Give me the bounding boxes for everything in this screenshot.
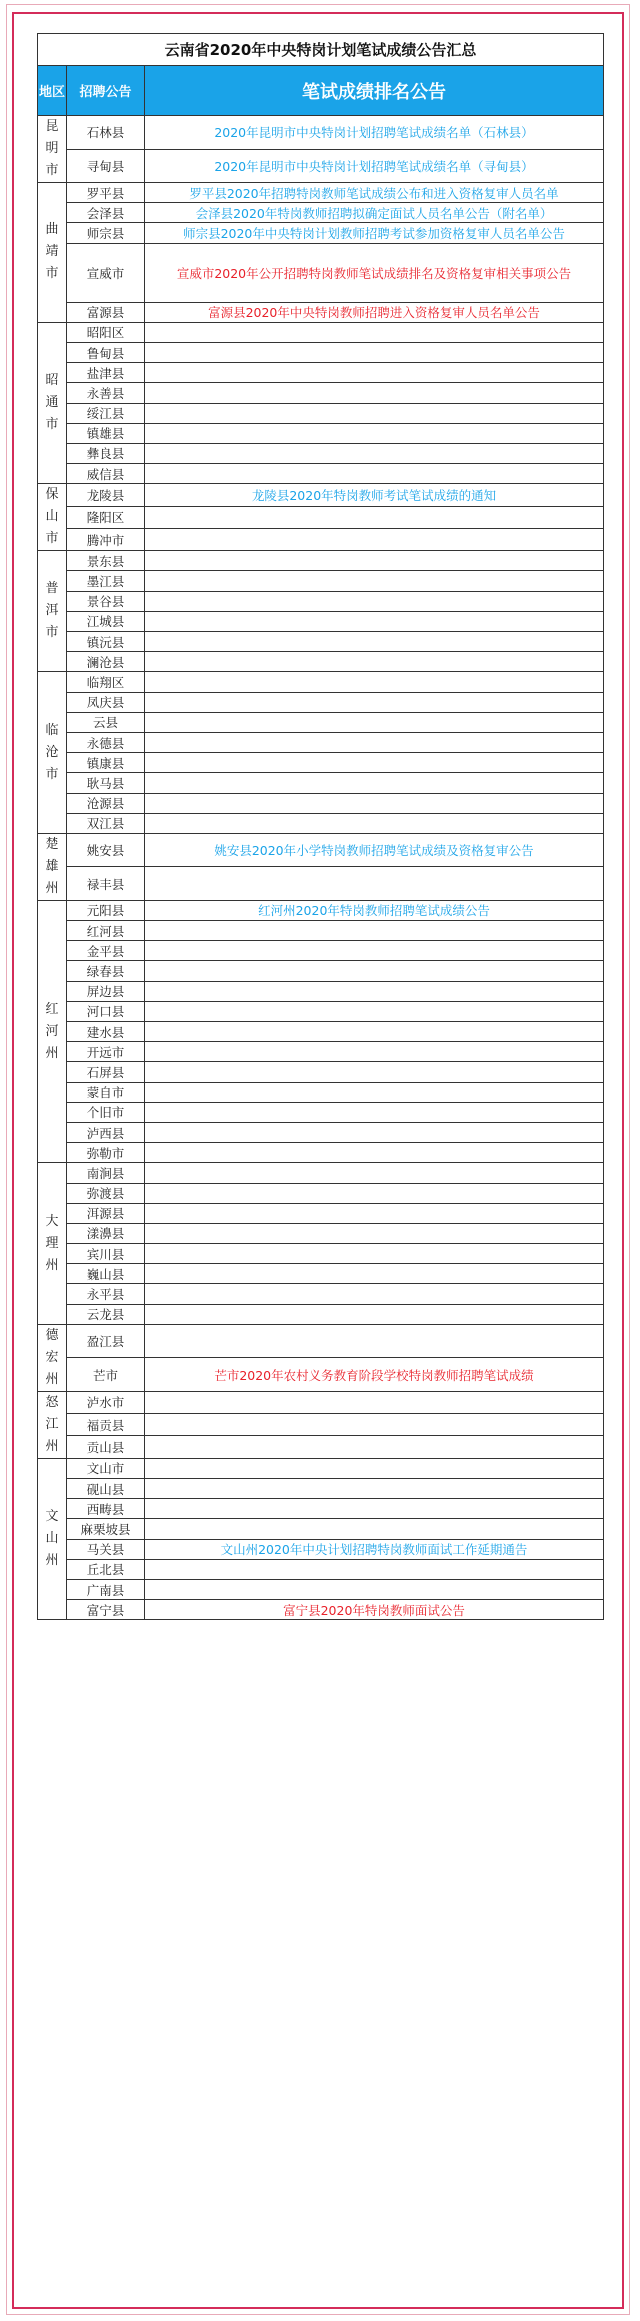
county-name: 盐津县 <box>67 363 145 383</box>
county-name: 河口县 <box>67 1001 145 1021</box>
notice-cell <box>145 773 604 793</box>
county-name: 芒市 <box>67 1358 145 1392</box>
county-name: 泸水市 <box>67 1391 145 1413</box>
table-row <box>38 1414 604 1436</box>
notice-cell <box>145 1304 604 1324</box>
county-name: 富源县 <box>67 302 145 322</box>
city-name-char: 理 <box>45 1235 59 1251</box>
county-name: 富宁县 <box>67 1600 145 1620</box>
county-name: 巍山县 <box>67 1264 145 1284</box>
notice-cell <box>145 1358 604 1392</box>
table-row <box>38 611 604 631</box>
header-region: 地区 <box>38 66 67 116</box>
county-name: 墨江县 <box>67 571 145 591</box>
county-name: 昭阳区 <box>67 322 145 342</box>
table-row <box>38 1600 604 1620</box>
notice-cell <box>145 1324 604 1358</box>
county-name: 威信县 <box>67 464 145 484</box>
header-row <box>38 66 604 116</box>
notice-cell <box>145 1391 604 1413</box>
county-name: 盈江县 <box>67 1324 145 1358</box>
table-row <box>38 921 604 941</box>
notice-cell <box>145 1519 604 1539</box>
county-name: 红河县 <box>67 921 145 941</box>
notice-cell <box>145 652 604 672</box>
county-name: 鲁甸县 <box>67 342 145 362</box>
city-name-char: 文 <box>45 1509 59 1525</box>
table-row <box>38 1062 604 1082</box>
county-name: 禄丰县 <box>67 867 145 901</box>
city-cell <box>38 183 67 323</box>
table-row <box>38 1143 604 1163</box>
county-name: 云龙县 <box>67 1304 145 1324</box>
county-name: 临翔区 <box>67 672 145 692</box>
notice-cell <box>145 203 604 223</box>
county-name: 镇沅县 <box>67 632 145 652</box>
notice-cell <box>145 833 604 867</box>
city-name-char: 市 <box>45 625 59 641</box>
results-table <box>37 33 604 1620</box>
county-name: 元阳县 <box>67 900 145 920</box>
county-name: 泸西县 <box>67 1122 145 1142</box>
county-name: 宣威市 <box>67 243 145 302</box>
notice-cell <box>145 591 604 611</box>
city-name-char: 红 <box>45 1001 59 1017</box>
city-name-char: 靖 <box>45 244 59 260</box>
table-row <box>38 1479 604 1499</box>
notice-cell <box>145 1458 604 1478</box>
county-name: 贡山县 <box>67 1436 145 1458</box>
table-row <box>38 692 604 712</box>
city-name-char: 洱 <box>45 603 59 619</box>
city-name-char: 明 <box>45 141 59 156</box>
table-row <box>38 302 604 322</box>
county-name: 姚安县 <box>67 833 145 867</box>
county-name: 会泽县 <box>67 203 145 223</box>
notice-cell <box>145 1163 604 1183</box>
county-name: 南涧县 <box>67 1163 145 1183</box>
notice-cell <box>145 672 604 692</box>
county-name: 洱源县 <box>67 1203 145 1223</box>
county-name: 双江县 <box>67 813 145 833</box>
city-name-char: 曲 <box>45 222 59 238</box>
notice-link[interactable]: 会泽县2020年特岗教师招聘拟确定面试人员名单公告（附名单） <box>195 205 553 221</box>
table-row <box>38 551 604 571</box>
city-name-char: 州 <box>45 1553 59 1569</box>
county-name: 建水县 <box>67 1022 145 1042</box>
city-name-char: 河 <box>45 1023 59 1039</box>
county-name: 永德县 <box>67 732 145 752</box>
county-name: 福贡县 <box>67 1414 145 1436</box>
table-row <box>38 833 604 867</box>
county-name: 宾川县 <box>67 1244 145 1264</box>
notice-cell <box>145 941 604 961</box>
notice-cell <box>145 1203 604 1223</box>
notice-link[interactable]: 红河州2020年特岗教师招聘笔试成绩公告 <box>258 903 490 919</box>
notice-cell <box>145 1479 604 1499</box>
notice-link[interactable]: 富宁县2020年特岗教师面试公告 <box>283 1602 465 1618</box>
table-row <box>38 1358 604 1392</box>
table-row <box>38 1022 604 1042</box>
table-row <box>38 591 604 611</box>
county-name: 蒙自市 <box>67 1082 145 1102</box>
city-name-char: 昆 <box>45 119 59 134</box>
city-name-char: 山 <box>45 509 59 525</box>
county-name: 弥渡县 <box>67 1183 145 1203</box>
table-row <box>38 464 604 484</box>
city-name-char: 市 <box>45 531 59 547</box>
notice-cell <box>145 464 604 484</box>
county-name: 漾濞县 <box>67 1223 145 1243</box>
county-name: 石林县 <box>67 116 145 150</box>
table-row <box>38 1264 604 1284</box>
table-row <box>38 1458 604 1478</box>
notice-cell <box>145 961 604 981</box>
table-row <box>38 1324 604 1358</box>
table-row <box>38 506 604 528</box>
city-cell <box>38 1391 67 1458</box>
notice-cell <box>145 1264 604 1284</box>
city-name-char: 市 <box>45 266 59 282</box>
notice-cell <box>145 1001 604 1021</box>
city-cell <box>38 1458 67 1620</box>
notice-cell <box>145 712 604 732</box>
notice-cell <box>145 342 604 362</box>
table-row <box>38 243 604 302</box>
table-row <box>38 1579 604 1599</box>
notice-cell <box>145 1022 604 1042</box>
table-row <box>38 652 604 672</box>
table-row <box>38 1102 604 1122</box>
notice-link[interactable]: 龙陵县2020年特岗教师考试笔试成绩的通知 <box>251 487 497 503</box>
city-name-char: 州 <box>45 1257 59 1273</box>
table-row <box>38 1304 604 1324</box>
city-name-char: 市 <box>45 766 59 782</box>
table-row <box>38 1436 604 1458</box>
city-name-char: 州 <box>45 1371 59 1387</box>
county-name: 个旧市 <box>67 1102 145 1122</box>
county-name: 弥勒市 <box>67 1143 145 1163</box>
title-row <box>38 34 604 66</box>
notice-cell <box>145 149 604 183</box>
notice-cell <box>145 1539 604 1559</box>
notice-cell <box>145 1062 604 1082</box>
county-name: 石屏县 <box>67 1062 145 1082</box>
county-name: 景东县 <box>67 551 145 571</box>
notice-cell <box>145 813 604 833</box>
county-name: 罗平县 <box>67 183 145 203</box>
notice-cell <box>145 443 604 463</box>
table-row <box>38 867 604 901</box>
notice-cell <box>145 611 604 631</box>
notice-cell <box>145 1436 604 1458</box>
table-row <box>38 403 604 423</box>
city-cell <box>38 551 67 672</box>
table-row <box>38 732 604 752</box>
notice-link[interactable]: 2020年昆明市中央特岗计划招聘笔试成绩名单（寻甸县） <box>214 158 534 174</box>
table-row <box>38 900 604 920</box>
city-name-char: 大 <box>45 1213 59 1229</box>
notice-cell <box>145 183 604 203</box>
table-row <box>38 981 604 1001</box>
county-name: 腾冲市 <box>67 528 145 550</box>
table-row <box>38 1122 604 1142</box>
notice-cell <box>145 302 604 322</box>
city-cell <box>38 1324 67 1391</box>
county-name: 马关县 <box>67 1539 145 1559</box>
notice-cell <box>145 383 604 403</box>
notice-link[interactable]: 宣威市2020年公开招聘特岗教师笔试成绩排名及资格复审相关事项公告 <box>176 265 572 281</box>
notice-cell <box>145 1143 604 1163</box>
city-name-char: 市 <box>45 417 59 432</box>
notice-cell <box>145 1284 604 1304</box>
county-name: 砚山县 <box>67 1479 145 1499</box>
city-cell <box>38 833 67 900</box>
table-row <box>38 1001 604 1021</box>
table-row <box>38 793 604 813</box>
county-name: 隆阳区 <box>67 506 145 528</box>
county-name: 龙陵县 <box>67 484 145 506</box>
notice-cell <box>145 243 604 302</box>
county-name: 耿马县 <box>67 773 145 793</box>
table-row <box>38 203 604 223</box>
county-name: 丘北县 <box>67 1559 145 1579</box>
notice-cell <box>145 506 604 528</box>
notice-cell <box>145 1579 604 1599</box>
table-row <box>38 571 604 591</box>
county-name: 镇雄县 <box>67 423 145 443</box>
county-name: 西畴县 <box>67 1499 145 1519</box>
table-row <box>38 1183 604 1203</box>
county-name: 永平县 <box>67 1284 145 1304</box>
county-name: 寻甸县 <box>67 149 145 183</box>
city-name-char: 州 <box>45 880 59 896</box>
city-name-char: 山 <box>45 1531 59 1547</box>
notice-cell <box>145 1102 604 1122</box>
county-name: 屏边县 <box>67 981 145 1001</box>
notice-cell <box>145 1042 604 1062</box>
table-row <box>38 1203 604 1223</box>
county-name: 文山市 <box>67 1458 145 1478</box>
table-row <box>38 672 604 692</box>
county-name: 绥江县 <box>67 403 145 423</box>
city-name-char: 楚 <box>45 836 59 852</box>
notice-link[interactable]: 罗平县2020年招聘特岗教师笔试成绩公布和进入资格复审人员名单 <box>189 185 559 201</box>
notice-cell <box>145 551 604 571</box>
table-row <box>38 363 604 383</box>
city-cell <box>38 1163 67 1325</box>
table-row <box>38 1082 604 1102</box>
notice-cell <box>145 900 604 920</box>
table-row <box>38 423 604 443</box>
city-name-char: 德 <box>45 1327 59 1343</box>
table-row <box>38 223 604 243</box>
city-name-char: 州 <box>45 1045 59 1061</box>
table-row <box>38 484 604 506</box>
city-name-char: 宏 <box>45 1349 59 1365</box>
notice-cell <box>145 867 604 901</box>
county-name: 永善县 <box>67 383 145 403</box>
county-name: 师宗县 <box>67 223 145 243</box>
notice-cell <box>145 528 604 550</box>
notice-cell <box>145 981 604 1001</box>
notice-cell <box>145 1414 604 1436</box>
county-name: 广南县 <box>67 1579 145 1599</box>
notice-cell <box>145 403 604 423</box>
city-name-char: 临 <box>45 722 59 738</box>
notice-link[interactable]: 姚安县2020年小学特岗教师招聘笔试成绩及资格复审公告 <box>214 843 534 859</box>
county-name: 云县 <box>67 712 145 732</box>
table-row <box>38 1163 604 1183</box>
county-name: 景谷县 <box>67 591 145 611</box>
notice-link[interactable]: 2020年昆明市中央特岗计划招聘笔试成绩名单（石林县） <box>214 125 534 141</box>
table-row <box>38 383 604 403</box>
county-name: 凤庆县 <box>67 692 145 712</box>
header-county: 招聘公告 <box>67 66 145 116</box>
header-notice: 笔试成绩排名公告 <box>145 66 604 116</box>
notice-link[interactable]: 富源县2020年中央特岗教师招聘进入资格复审人员名单公告 <box>208 305 540 321</box>
notice-link[interactable]: 文山州2020年中央计划招聘特岗教师面试工作延期通告 <box>220 1542 528 1558</box>
county-name: 金平县 <box>67 941 145 961</box>
county-name: 镇康县 <box>67 753 145 773</box>
city-name-char: 雄 <box>45 858 59 874</box>
notice-cell <box>145 571 604 591</box>
county-name: 麻栗坡县 <box>67 1519 145 1539</box>
notice-cell <box>145 793 604 813</box>
city-name-char: 市 <box>45 163 59 178</box>
county-name: 绿春县 <box>67 961 145 981</box>
table-row <box>38 1042 604 1062</box>
city-name-char: 昭 <box>45 373 59 388</box>
notice-cell <box>145 1122 604 1142</box>
notice-cell <box>145 484 604 506</box>
table-row <box>38 1244 604 1264</box>
table-row <box>38 813 604 833</box>
table-row <box>38 1284 604 1304</box>
city-cell <box>38 672 67 834</box>
table-row <box>38 322 604 342</box>
county-name: 澜沧县 <box>67 652 145 672</box>
notice-cell <box>145 1600 604 1620</box>
notice-cell <box>145 632 604 652</box>
table-row <box>38 1223 604 1243</box>
notice-cell <box>145 1082 604 1102</box>
city-name-char: 通 <box>45 395 59 410</box>
table-row <box>38 149 604 183</box>
table-row <box>38 1499 604 1519</box>
table-row <box>38 183 604 203</box>
table-row <box>38 1539 604 1559</box>
table-row <box>38 528 604 550</box>
table-row <box>38 753 604 773</box>
table-row <box>38 116 604 150</box>
city-name-char: 保 <box>45 487 59 503</box>
notice-cell <box>145 363 604 383</box>
notice-cell <box>145 1183 604 1203</box>
table-row <box>38 941 604 961</box>
notice-cell <box>145 223 604 243</box>
notice-cell <box>145 921 604 941</box>
city-name-char: 沧 <box>45 744 59 760</box>
table-row <box>38 1391 604 1413</box>
city-name-char: 江 <box>45 1416 59 1432</box>
notice-cell <box>145 423 604 443</box>
notice-cell <box>145 1244 604 1264</box>
table-row <box>38 632 604 652</box>
city-cell <box>38 322 67 484</box>
notice-cell <box>145 692 604 712</box>
table-row <box>38 342 604 362</box>
county-name: 沧源县 <box>67 793 145 813</box>
city-cell <box>38 116 67 183</box>
table-row <box>38 961 604 981</box>
table-row <box>38 712 604 732</box>
notice-link[interactable]: 芒市2020年农村义务教育阶段学校特岗教师招聘笔试成绩 <box>214 1367 534 1383</box>
notice-cell <box>145 1499 604 1519</box>
city-name-char: 怒 <box>45 1394 59 1410</box>
notice-cell <box>145 753 604 773</box>
notice-cell <box>145 732 604 752</box>
county-name: 开远市 <box>67 1042 145 1062</box>
city-name-char: 普 <box>45 581 59 597</box>
table-row <box>38 443 604 463</box>
table-title: 云南省2020年中央特岗计划笔试成绩公告汇总 <box>38 34 604 66</box>
notice-link[interactable]: 师宗县2020年中央特岗计划教师招聘考试参加资格复审人员名单公告 <box>183 225 565 241</box>
table-row <box>38 773 604 793</box>
city-cell <box>38 900 67 1162</box>
county-name: 彝良县 <box>67 443 145 463</box>
notice-cell <box>145 1559 604 1579</box>
table-row <box>38 1559 604 1579</box>
notice-cell <box>145 116 604 150</box>
notice-cell <box>145 1223 604 1243</box>
table-row <box>38 1519 604 1539</box>
city-name-char: 州 <box>45 1438 59 1454</box>
city-cell <box>38 484 67 551</box>
county-name: 江城县 <box>67 611 145 631</box>
notice-cell <box>145 322 604 342</box>
